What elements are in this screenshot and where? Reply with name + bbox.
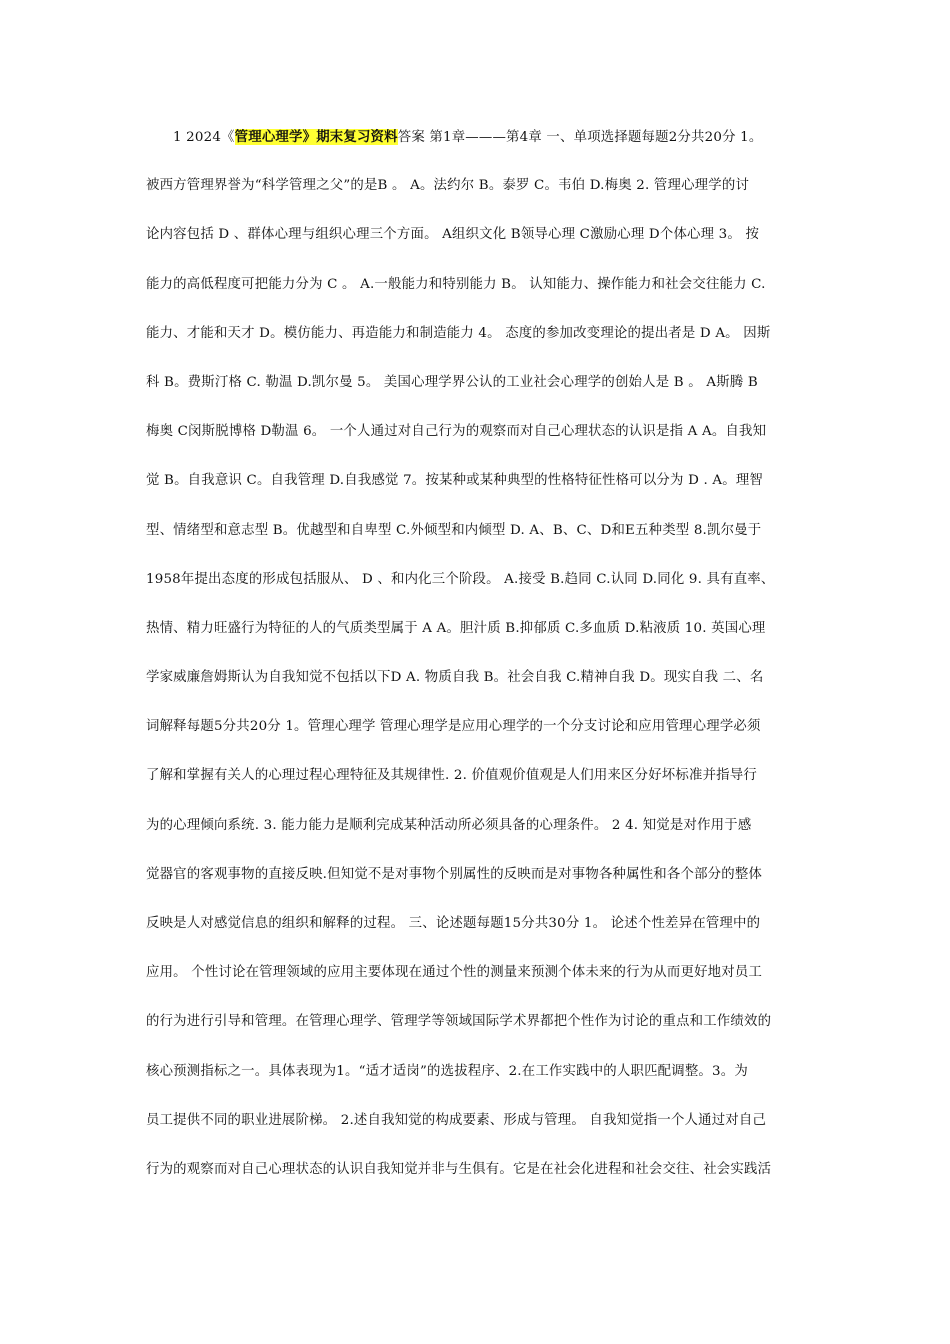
text-line: 论内容包括 D 、群体心理与组织心理三个方面。 A组织文化 B领导心理 C激励心理 D个体心理 3。 按 xyxy=(146,227,760,243)
text-line: 应用。 个性讨论在管理领域的应用主要体现在通过个性的测量来预测个体未来的行为从而更好地对员工 xyxy=(146,965,763,981)
text-line: 被西方管理界誉为“科学管理之父”的是B 。 A。法约尔 B。泰罗 C。韦伯 D.梅奥 2. 管理心理学的讨 xyxy=(146,178,750,194)
text-line: 梅奥 C闵斯脱博格 D勒温 6。 一个人通过对自己行为的观察而对自己心理状态的认识是指 A A。自我知 xyxy=(146,424,767,440)
text-line: 能力的高低程度可把能力分为 C 。 A.一般能力和特别能力 B。 认知能力、操作能力和社会交往能力 C. xyxy=(146,276,766,292)
text-line: 觉器官的客观事物的直接反映.但知觉不是对事物个别属性的反映而是对事物各种属性和各个部分的整体 xyxy=(146,866,763,882)
text-line: 员工提供不同的职业进展阶梯。 2.述自我知觉的构成要素、形成与管理。 自我知觉指一个人通过对自己 xyxy=(146,1112,767,1128)
text-line: 1958年提出态度的形成包括服从、 D 、和内化三个阶段。 A.接受 B.趋同 C.认同 D.同化 9. 具有直率、 xyxy=(146,571,775,587)
text-line: 的行为进行引导和管理。在管理心理学、管理学等领域国际学术界都把个性作为讨论的重点和工作绩效的 xyxy=(146,1014,772,1030)
line-suffix: 答案 第1章———第4章 一、单项选择题每题2分共20分 1。 xyxy=(397,130,763,145)
document-body xyxy=(146,125,826,1207)
line-prefix: 1 2024《 xyxy=(173,130,235,145)
text-line: 核心预测指标之一。具体表现为1。“适才适岗”的选拔程序、2.在工作实践中的人职匹配调整。3。为 xyxy=(146,1063,748,1079)
text-line: 型、情绪型和意志型 B。优越型和自卑型 C.外倾型和内倾型 D. A、B、C、D和E五种类型 8.凯尔曼于 xyxy=(146,522,762,538)
text-line: 为的心理倾向系统. 3. 能力能力是顺利完成某种活动所必须具备的心理条件。 2 4. 知觉是对作用于感 xyxy=(146,817,752,833)
text-line: 词解释每题5分共20分 1。管理心理学 管理心理学是应用心理学的一个分支讨论和应用管理心理学必须 xyxy=(146,719,761,735)
text-line: 学家威廉詹姆斯认为自我知觉不包括以下D A. 物质自我 B。社会自我 C.精神自我 D。现实自我 二、名 xyxy=(146,670,764,686)
text-line: 反映是人对感觉信息的组织和解释的过程。 三、论述题每题15分共30分 1。 论述个性差异在管理中的 xyxy=(146,916,761,931)
highlighted-title: 管理心理学》期末复习资料 xyxy=(234,129,398,145)
text-line: 科 B。费斯汀格 C. 勒温 D.凯尔曼 5。 美国心理学界公认的工业社会心理学的创始人是 B 。 A斯腾 B xyxy=(146,374,758,390)
text-line: 能力、才能和天才 D。模仿能力、再造能力和制造能力 4。 态度的参加改变理论的提出者是 D A。 因斯 xyxy=(146,325,771,341)
text-line: 热情、精力旺盛行为特征的人的气质类型属于 A A。胆汁质 B.抑郁质 C.多血质 D.粘液质 10. 英国心理 xyxy=(146,620,766,636)
text-line-1 xyxy=(146,125,826,174)
text-line: 觉 B。自我意识 C。自我管理 D.自我感觉 7。按某种或某种典型的性格特征性格可以分为 D . A。理智 xyxy=(146,473,764,489)
text-line: 了解和掌握有关人的心理过程心理特征及其规律性. 2. 价值观价值观是人们用来区分好坏标准并指导行 xyxy=(146,768,757,784)
text-line: 行为的观察而对自己心理状态的认识自我知觉并非与生俱有。它是在社会化进程和社会交往、社会实践活 xyxy=(146,1161,772,1177)
